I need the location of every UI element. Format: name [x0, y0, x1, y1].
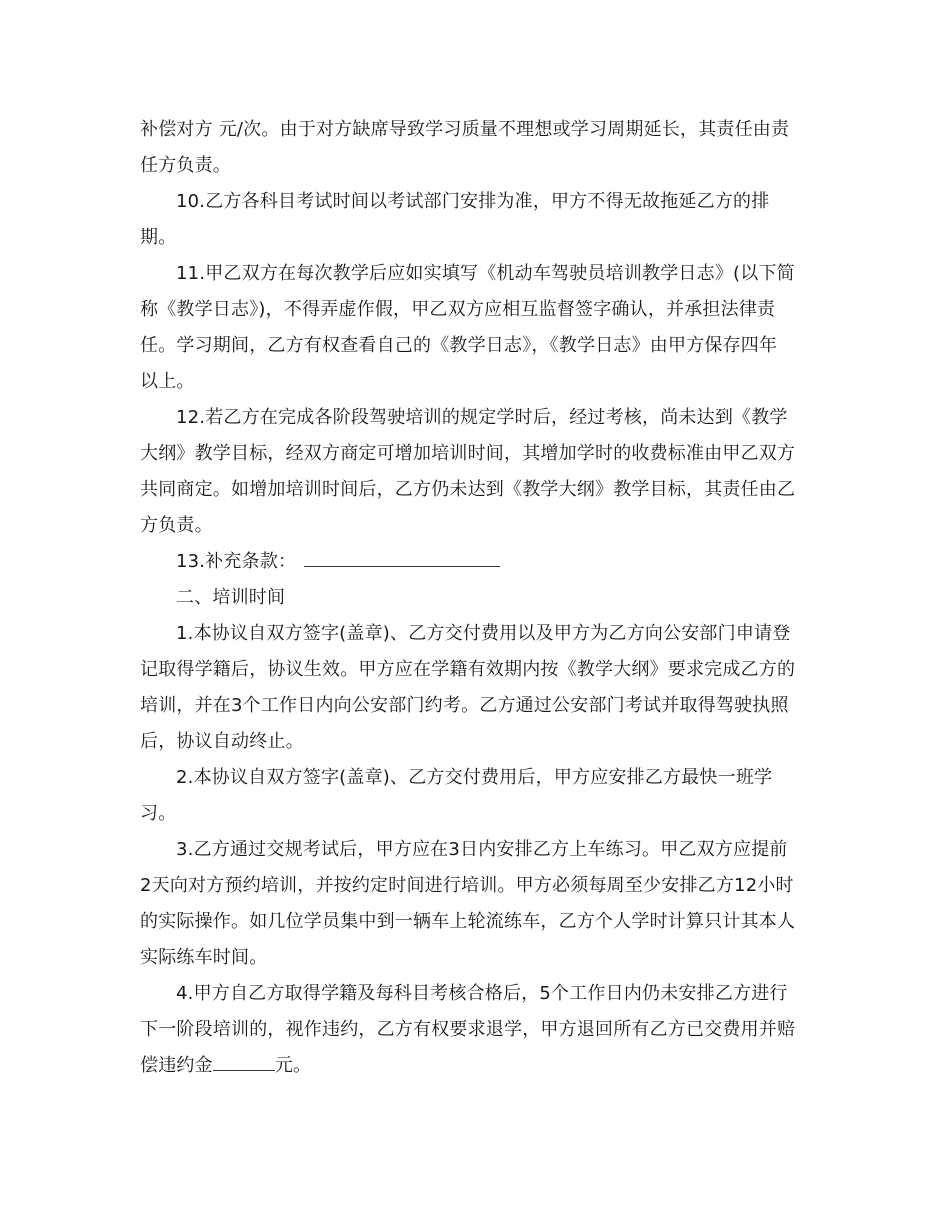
- clause-13-label: 13.补充条款：: [176, 551, 297, 572]
- text-line: 共同商定。如增加培训时间后，乙方仍未达到《教学大纲》教学目标，其责任由乙: [140, 479, 796, 500]
- clause-time-1: 1.本协议自双方签字(盖章)、乙方交付费用以及甲方为乙方向公安部门申请登: [176, 623, 791, 644]
- text-line: 下一阶段培训的，视作违约，乙方有权要求退学，甲方退回所有乙方已交费用并赔: [140, 1019, 796, 1040]
- section-heading-training-time: 二、培训时间: [176, 587, 286, 608]
- text-line: 方负责。: [140, 515, 213, 536]
- text-line: 任方负责。: [140, 155, 231, 176]
- text-line: 称《教学日志》)，不得弄虚作假，甲乙双方应相互监督签字确认，并承担法律责: [140, 299, 776, 320]
- text-line: [140, 1048, 815, 1084]
- text-line: 记取得学籍后，协议生效。甲方应在学籍有效期内按《教学大纲》要求完成乙方的: [140, 659, 796, 680]
- clause-time-4: 4.甲方自乙方取得学籍及每科目考核合格后，5个工作日内仍未安排乙方进行: [176, 983, 788, 1004]
- text-line: 培训，并在3个工作日内向公安部门约考。乙方通过公安部门考试并取得驾驶执照: [140, 695, 789, 716]
- document-body: [140, 112, 815, 1084]
- text-line: 后，协议自动终止。: [140, 731, 304, 752]
- clause-11: 11.甲乙双方在每次教学后应如实填写《机动车驾驶员培训教学日志》(以下简: [176, 263, 795, 284]
- clause-time-3: 3.乙方通过交规考试后，甲方应在3日内安排乙方上车练习。甲乙双方应提前: [176, 839, 788, 860]
- text-line: 以上。: [140, 371, 195, 392]
- supplementary-terms-blank: [304, 544, 500, 567]
- clause-13: [140, 544, 815, 580]
- clause-12: 12.若乙方在完成各阶段驾驶培训的规定学时后，经过考核，尚未达到《教学: [176, 407, 788, 428]
- clause-time-2: 2.本协议自双方签字(盖章)、乙方交付费用后，甲方应安排乙方最快一班学: [176, 767, 773, 788]
- text-line: 习。: [140, 803, 177, 824]
- text-line: 的实际操作。如几位学员集中到一辆车上轮流练车，乙方个人学时计算只计其本人: [140, 911, 796, 932]
- penalty-amount-blank: [213, 1048, 275, 1071]
- penalty-unit: 元。: [274, 1055, 312, 1076]
- text-line: 2天向对方预约培训，并按约定时间进行培训。甲方必须每周至少安排乙方12小时: [140, 875, 794, 896]
- clause-10: 10.乙方各科目考试时间以考试部门安排为准，甲方不得无故拖延乙方的排: [176, 191, 770, 212]
- text-line: 大纲》教学目标，经双方商定可增加培训时间，其增加学时的收费标准由甲乙双方: [140, 443, 796, 464]
- text-line: 实际练车时间。: [140, 947, 268, 968]
- text-line: 任。学习期间，乙方有权查看自己的《教学日志》，《教学日志》由甲方保存四年: [140, 335, 778, 356]
- text-line: 补偿对方 元/次。由于对方缺席导致学习质量不理想或学习周期延长，其责任由责: [140, 119, 790, 140]
- text-line: 期。: [140, 227, 177, 248]
- penalty-label: 偿违约金: [140, 1055, 213, 1076]
